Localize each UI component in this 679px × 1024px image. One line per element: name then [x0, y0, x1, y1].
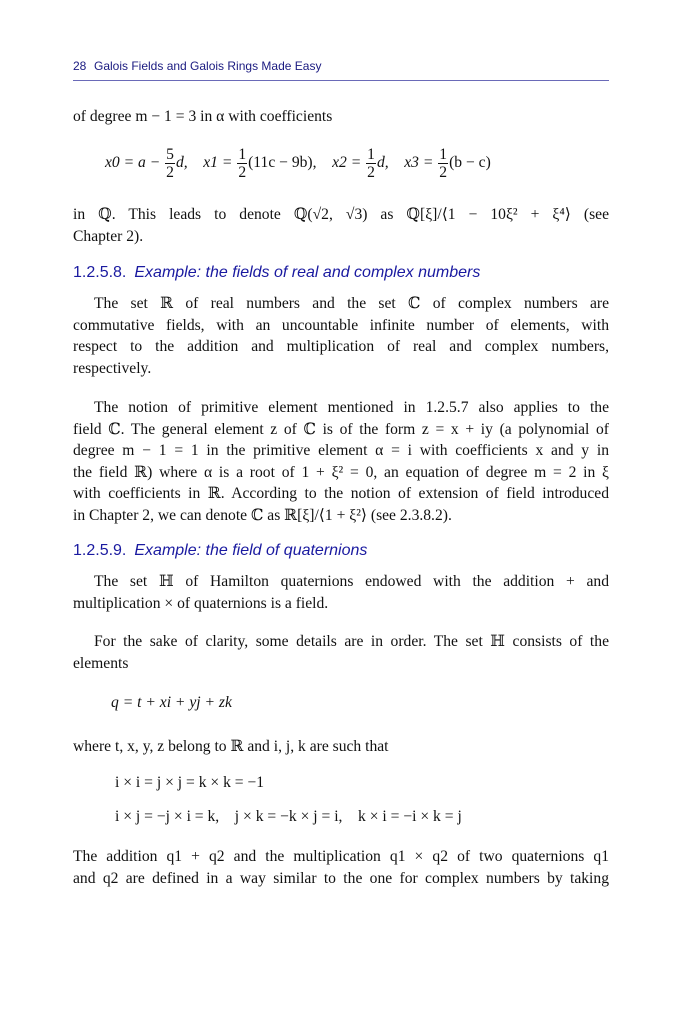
- section-number: 1.2.5.8.: [73, 264, 127, 281]
- eq-x3-num: 1: [439, 146, 448, 163]
- s1p2-line: field ℂ. The general element z of ℂ is of the form z = x + iy (a polynomial of: [73, 420, 609, 438]
- eq-x2-den: 2: [367, 164, 375, 181]
- book-title: Galois Fields and Galois Rings Made Easy: [94, 59, 322, 73]
- s1p2-line: degree m − 1 = 1 in the primitive element α = i with coefficients x and y in: [73, 442, 609, 459]
- section2-paragraph-3: [73, 846, 609, 889]
- s2p3-line: and q2 are defined in a way similar to the one for complex numbers by taking: [73, 869, 609, 887]
- eq-x2-lhs: x2 =: [332, 154, 362, 172]
- eq-x1-lhs: x1 =: [203, 154, 233, 172]
- section1-paragraph-1: [73, 293, 609, 379]
- section2-paragraph-1: [73, 571, 609, 614]
- quaternion-rule-2: i × j = −j × i = k, j × k = −k × j = i, k × i = −i × k = j: [115, 808, 462, 825]
- section2-paragraph-2: [73, 631, 609, 674]
- eq-x1-fraction: [237, 146, 247, 181]
- section-number: 1.2.5.9.: [73, 542, 127, 559]
- running-header: [73, 58, 609, 81]
- section1-paragraph-2: [73, 397, 609, 526]
- s2p3-line: The addition q1 + q2 and the multiplication q1 × q2 of two quaternions q1: [73, 848, 609, 865]
- eq-x2-rhs: d,: [376, 154, 389, 172]
- s1p2-line: The notion of primitive element mentioned in 1.2.5.7 also applies to the: [94, 399, 609, 416]
- intro-line-3: Chapter 2).: [73, 227, 144, 245]
- s2p2-line: For the sake of clarity, some details are in order. The set ℍ consists of the: [94, 633, 609, 650]
- eq-x3-rhs: (b − c): [449, 154, 491, 172]
- section-title: Example: the fields of real and complex numbers: [134, 264, 481, 281]
- eq-x0-fraction: [165, 146, 175, 181]
- eq-x1-den: 2: [238, 164, 247, 181]
- s1p1-line: respectively.: [73, 359, 152, 377]
- section-title: Example: the field of quaternions: [134, 542, 368, 559]
- s1p2-line: the field ℝ) where α is a root of 1 + ξ² = 0, an equation of degree m = 2 in ξ: [73, 463, 609, 481]
- coefficients-equation: [105, 146, 491, 181]
- where-line: where t, x, y, z belong to ℝ and i, j, k are such that: [73, 738, 389, 755]
- page-number: 28: [73, 59, 87, 73]
- s1p1-line: respect to the addition and multiplication of real and complex numbers,: [73, 338, 609, 355]
- quaternion-rule-1: i × i = j × j = k × k = −1: [115, 774, 265, 791]
- eq-x2-num: 1: [367, 146, 375, 163]
- eq-x2-fraction: [366, 146, 376, 181]
- eq-x3-den: 2: [439, 164, 448, 181]
- section-heading-quaternions: [73, 542, 367, 560]
- eq-x0-den: 2: [166, 164, 174, 181]
- s1p2-line: in Chapter 2, we can denote ℂ as ℝ[ξ]/⟨1 + ξ²⟩ (see 2.3.8.2).: [73, 506, 452, 524]
- eq-x0-lhs: x0 = a −: [105, 154, 161, 172]
- s1p2-line: with coefficients in ℝ. According to the notion of extension of field introduced: [73, 485, 609, 502]
- s1p1-line: commutative fields, with an uncountable infinite number of elements, with: [73, 316, 609, 334]
- eq-x1-num: 1: [238, 146, 247, 163]
- intro-continuation: [73, 204, 609, 247]
- eq-x0-num: 5: [166, 146, 174, 163]
- section-heading-real-complex: [73, 264, 480, 282]
- eq-x0-rhs: d,: [175, 154, 188, 172]
- s2p2-line: elements: [73, 654, 129, 672]
- eq-x3-lhs: x3 =: [404, 154, 434, 172]
- intro-line-2: in ℚ. This leads to denote ℚ(√2, √3) as ℚ[ξ]/⟨1 − 10ξ² + ξ⁴⟩ (see: [73, 206, 609, 223]
- eq-x3-fraction: [438, 146, 448, 181]
- eq-x1-rhs: (11c − 9b),: [248, 154, 317, 172]
- intro-line-1: of degree m − 1 = 3 in α with coefficients: [73, 108, 333, 125]
- quaternion-equation: q = t + xi + yj + zk: [111, 694, 232, 711]
- s1p1-line: The set ℝ of real numbers and the set ℂ of complex numbers are: [94, 295, 609, 312]
- s2p1-line: multiplication × of quaternions is a field.: [73, 594, 329, 612]
- s2p1-line: The set ℍ of Hamilton quaternions endowed with the addition + and: [94, 573, 609, 590]
